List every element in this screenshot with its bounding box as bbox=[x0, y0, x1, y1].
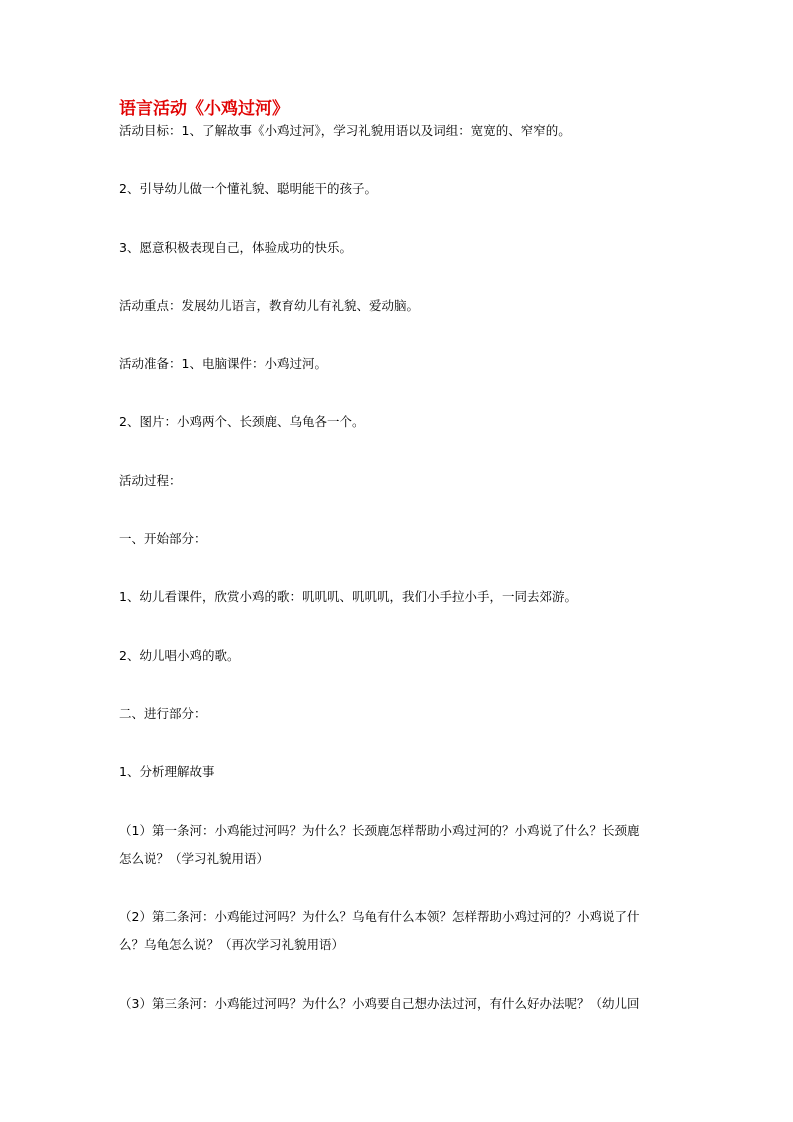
objective-line-2: 2、引导幼儿做一个懂礼貌、聪明能干的孩子。 bbox=[119, 181, 377, 196]
preparation-line-1: 活动准备：1、电脑课件：小鸡过河。 bbox=[119, 356, 327, 371]
objective-line-1: 活动目标：1、了解故事《小鸡过河》，学习礼貌用语以及词组：宽宽的、窄窄的。 bbox=[119, 123, 571, 138]
river-three-line-1: （3）第三条河：小鸡能过河吗？为什么？小鸡要自己想办法过河，有什么好办法呢？（幼儿回 bbox=[119, 996, 640, 1011]
section-one-item-1: 1、幼儿看课件，欣赏小鸡的歌：叽叽叽、叽叽叽，我们小手拉小手，一同去郊游。 bbox=[119, 589, 577, 604]
preparation-line-2: 2、图片：小鸡两个、长颈鹿、乌龟各一个。 bbox=[119, 414, 365, 429]
river-one-line-2: 怎么说？（学习礼貌用语） bbox=[119, 851, 270, 866]
document-title: 语言活动《小鸡过河》 bbox=[119, 99, 289, 119]
objective-line-3: 3、愿意积极表现自己，体验成功的快乐。 bbox=[119, 240, 352, 255]
section-two-heading: 二、进行部分： bbox=[119, 706, 207, 721]
section-one-item-2: 2、幼儿唱小鸡的歌。 bbox=[119, 648, 240, 663]
river-one-line-1: （1）第一条河：小鸡能过河吗？为什么？长颈鹿怎样帮助小鸡过河的？小鸡说了什么？长颈鹿 bbox=[119, 823, 640, 838]
section-one-heading: 一、开始部分： bbox=[119, 531, 207, 546]
river-two-line-2: 么？乌龟怎么说？（再次学习礼貌用语） bbox=[119, 937, 345, 952]
key-point-line: 活动重点：发展幼儿语言，教育幼儿有礼貌、爱动脑。 bbox=[119, 298, 420, 313]
river-two-line-1: （2）第二条河：小鸡能过河吗？为什么？乌龟有什么本领？怎样帮助小鸡过河的？小鸡说了什 bbox=[119, 909, 640, 924]
section-two-item-1: 1、分析理解故事 bbox=[119, 764, 215, 779]
process-heading: 活动过程： bbox=[119, 473, 182, 488]
